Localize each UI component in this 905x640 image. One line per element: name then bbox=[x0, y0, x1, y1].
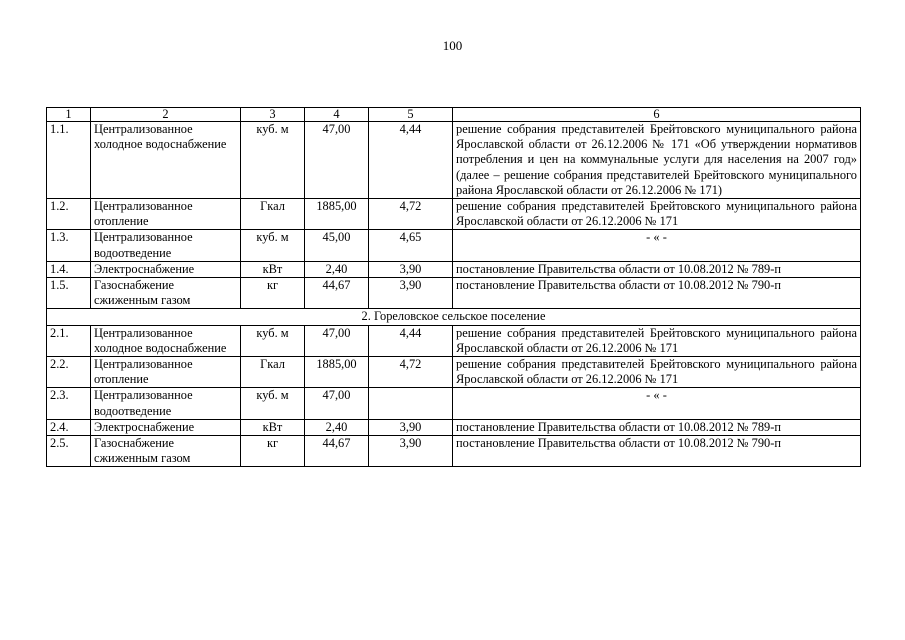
value-cell: 4,65 bbox=[369, 230, 453, 261]
basis-cell: - « - bbox=[453, 388, 861, 419]
unit-cell: куб. м bbox=[241, 325, 305, 356]
table-row bbox=[47, 199, 861, 230]
service-name: Электроснабжение bbox=[91, 261, 241, 277]
unit-cell: Гкал bbox=[241, 199, 305, 230]
value-cell: 1885,00 bbox=[305, 357, 369, 388]
unit-cell: куб. м bbox=[241, 230, 305, 261]
value-cell: 3,90 bbox=[369, 436, 453, 467]
header-cell: 4 bbox=[305, 108, 369, 122]
basis-cell: решение собрания представителей Брейтовского муниципального района Ярославской области от 26.12.2006 № 171 «Об утверждении нормативов потребления и цен на коммунальные услуги для населения на 2007 год» (далее – решение собрания представителей Брейтовского муниципального района Ярославской области от 26.12.2006 № 171) bbox=[453, 122, 861, 199]
unit-cell: кВт bbox=[241, 419, 305, 435]
basis-cell: постановление Правительства области от 10.08.2012 № 790-п bbox=[453, 436, 861, 467]
table-row bbox=[47, 388, 861, 419]
basis-cell: постановление Правительства области от 10.08.2012 № 790-п bbox=[453, 278, 861, 309]
unit-cell: кг bbox=[241, 436, 305, 467]
table-row bbox=[47, 278, 861, 309]
value-cell: 3,90 bbox=[369, 419, 453, 435]
row-number: 1.4. bbox=[47, 261, 91, 277]
value-cell: 3,90 bbox=[369, 261, 453, 277]
value-cell: 4,72 bbox=[369, 199, 453, 230]
service-name: Централизованное водоотведение bbox=[91, 388, 241, 419]
table-row bbox=[47, 436, 861, 467]
value-cell: 47,00 bbox=[305, 325, 369, 356]
row-number: 2.2. bbox=[47, 357, 91, 388]
service-name: Газоснабжение сжиженным газом bbox=[91, 436, 241, 467]
table-row bbox=[47, 325, 861, 356]
row-number: 2.5. bbox=[47, 436, 91, 467]
value-cell: 4,72 bbox=[369, 357, 453, 388]
value-cell: 44,67 bbox=[305, 278, 369, 309]
service-name: Централизованное водоотведение bbox=[91, 230, 241, 261]
row-number: 1.1. bbox=[47, 122, 91, 199]
basis-cell: постановление Правительства области от 10.08.2012 № 789-п bbox=[453, 419, 861, 435]
unit-cell: Гкал bbox=[241, 357, 305, 388]
value-cell: 45,00 bbox=[305, 230, 369, 261]
value-cell: 47,00 bbox=[305, 388, 369, 419]
header-cell: 6 bbox=[453, 108, 861, 122]
service-name: Централизованное отопление bbox=[91, 199, 241, 230]
row-number: 2.1. bbox=[47, 325, 91, 356]
table-row bbox=[47, 419, 861, 435]
service-name: Электроснабжение bbox=[91, 419, 241, 435]
row-number: 1.3. bbox=[47, 230, 91, 261]
value-cell: 4,44 bbox=[369, 122, 453, 199]
service-name: Централизованное холодное водоснабжение bbox=[91, 122, 241, 199]
value-cell: 2,40 bbox=[305, 261, 369, 277]
value-cell: 2,40 bbox=[305, 419, 369, 435]
header-cell: 2 bbox=[91, 108, 241, 122]
row-number: 1.2. bbox=[47, 199, 91, 230]
basis-cell: решение собрания представителей Брейтовского муниципального района Ярославской области от 26.12.2006 № 171 bbox=[453, 325, 861, 356]
table-row bbox=[47, 261, 861, 277]
service-name: Централизованное отопление bbox=[91, 357, 241, 388]
value-cell: 47,00 bbox=[305, 122, 369, 199]
unit-cell: кВт bbox=[241, 261, 305, 277]
basis-cell: - « - bbox=[453, 230, 861, 261]
unit-cell: кг bbox=[241, 278, 305, 309]
unit-cell: куб. м bbox=[241, 388, 305, 419]
value-cell: 4,44 bbox=[369, 325, 453, 356]
value-cell: 44,67 bbox=[305, 436, 369, 467]
value-cell: 1885,00 bbox=[305, 199, 369, 230]
service-name: Централизованное холодное водоснабжение bbox=[91, 325, 241, 356]
basis-cell: решение собрания представителей Брейтовского муниципального района Ярославской области от 26.12.2006 № 171 bbox=[453, 199, 861, 230]
page-number: 100 bbox=[442, 38, 463, 53]
header-cell: 3 bbox=[241, 108, 305, 122]
table-row bbox=[47, 230, 861, 261]
value-cell: 3,90 bbox=[369, 278, 453, 309]
header-cell: 5 bbox=[369, 108, 453, 122]
table-body bbox=[47, 108, 861, 467]
row-number: 2.3. bbox=[47, 388, 91, 419]
row-number: 1.5. bbox=[47, 278, 91, 309]
row-number: 2.4. bbox=[47, 419, 91, 435]
table-row bbox=[47, 357, 861, 388]
tariffs-table bbox=[46, 107, 861, 467]
section-row bbox=[47, 309, 861, 325]
table-row bbox=[47, 122, 861, 199]
basis-cell: решение собрания представителей Брейтовского муниципального района Ярославской области от 26.12.2006 № 171 bbox=[453, 357, 861, 388]
header-cell: 1 bbox=[47, 108, 91, 122]
section-title: 2. Гореловское сельское поселение bbox=[47, 309, 861, 325]
unit-cell: куб. м bbox=[241, 122, 305, 199]
basis-cell: постановление Правительства области от 10.08.2012 № 789-п bbox=[453, 261, 861, 277]
value-cell bbox=[369, 388, 453, 419]
service-name: Газоснабжение сжиженным газом bbox=[91, 278, 241, 309]
header-row bbox=[47, 108, 861, 122]
